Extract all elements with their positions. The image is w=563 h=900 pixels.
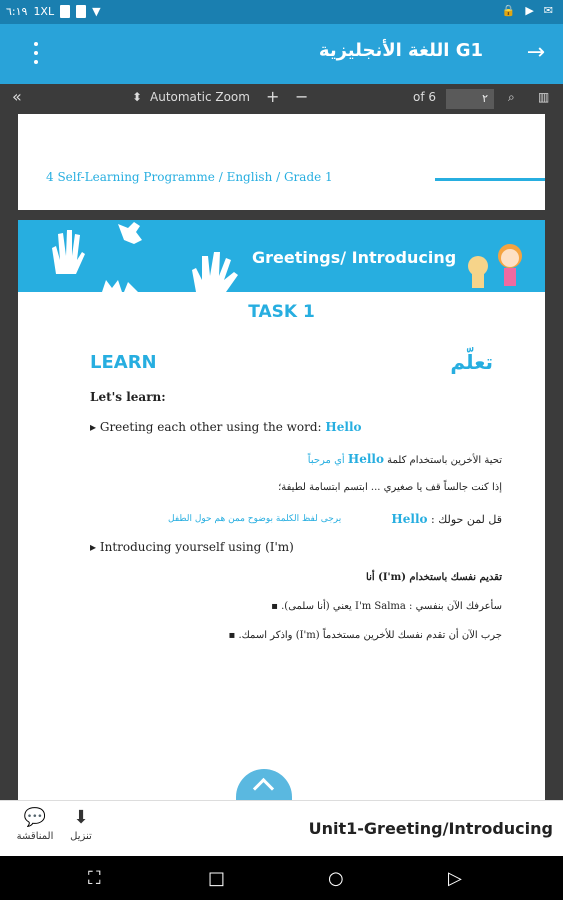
kids-illustration	[466, 240, 526, 290]
zoom-out-button[interactable]: −	[295, 87, 309, 106]
sim-icon	[76, 5, 86, 18]
introducing-text: Introducing yourself using (I'm)	[99, 540, 294, 554]
pdf-page-2	[18, 220, 545, 800]
system-nav-bar	[0, 856, 563, 900]
banner-title: Greetings/ Introducing	[252, 248, 457, 267]
document-title: Unit1-Greeting/Introducing	[308, 819, 553, 838]
hand-icon	[100, 278, 140, 292]
hand-icon	[114, 220, 144, 248]
zoom-select[interactable]: Automatic Zoom	[150, 90, 250, 104]
page-count: of 6	[413, 90, 437, 104]
clock: ٦:١٩	[6, 5, 28, 18]
introducing-line	[90, 540, 294, 554]
download-label: تنزيل	[70, 831, 92, 842]
zoom-select-icon[interactable]: ⬍	[132, 90, 143, 104]
back-icon[interactable]: ▷	[448, 868, 462, 889]
ar-line-5: سأعرفك الآن بنفسي : I'm Salma يعني (أنا سلمى). ▪	[271, 601, 502, 612]
banner	[18, 220, 545, 292]
youtube-icon: ▶	[525, 4, 534, 17]
ar-line-3-text: قل لمن حولك :	[431, 513, 502, 526]
ar-line-5-text: سأعرفك الآن بنفسي : I'm Salma يعني (أنا سلمى).	[281, 601, 502, 612]
discussion-label: المناقشة	[16, 831, 54, 842]
lets-learn: Let's learn:	[90, 390, 166, 404]
ar-line-1-text: تحية الأخرين باستخدام كلمة	[387, 455, 502, 466]
ar-line-1	[102, 452, 502, 466]
footer-line	[435, 178, 545, 181]
mail-icon: ✉	[543, 4, 553, 17]
network-indicator: 1XL	[33, 5, 55, 18]
battery-icon	[60, 5, 70, 18]
hand-icon	[46, 226, 86, 276]
home-icon[interactable]: ○	[328, 868, 344, 889]
recents-icon[interactable]: □	[208, 868, 226, 889]
greeting-text: Greeting each other using the word:	[99, 420, 322, 434]
app-bar	[0, 24, 563, 84]
ar-note: يرجى لفظ الكلمة بوضوح ممن هم حول الطفل	[168, 514, 342, 524]
ar-line-2: إذا كنت جالساً قف يا صغيري ... ابتسم ابتسامة لطيفة؛	[278, 482, 502, 493]
download-button[interactable]	[56, 807, 106, 842]
pdf-page-1	[18, 114, 545, 210]
learn-heading-ar: تعلّم	[450, 350, 493, 374]
outline-icon[interactable]: ▥	[538, 90, 550, 104]
ar-line-6: جرب الآن أن تقدم نفسك للأخرين مستخدماً (I'm) واذكر اسمك. ▪	[228, 630, 502, 641]
download-icon: ⬇	[73, 807, 89, 828]
wifi-icon: ▼	[92, 5, 101, 18]
discussion-button[interactable]	[10, 807, 60, 842]
learn-heading: LEARN	[90, 352, 157, 373]
task-heading: TASK 1	[248, 302, 315, 322]
more-vertical-icon[interactable]	[28, 42, 44, 64]
zoom-in-button[interactable]: +	[266, 87, 280, 106]
pdf-viewer[interactable]	[0, 114, 563, 800]
hello-word: Hello	[391, 512, 428, 526]
hello-word: Hello	[325, 420, 362, 434]
pdf-toolbar	[0, 84, 563, 114]
ar-line-4: تقديم نفسك باستخدام (I'm) أنا	[366, 572, 502, 583]
greeting-line	[90, 420, 362, 434]
hand-icon	[188, 248, 244, 292]
ar-line-3	[391, 512, 502, 526]
lock-icon: 🔒	[501, 4, 516, 17]
ar-line-6-text: جرب الآن أن تقدم نفسك للأخرين مستخدماً (I'm) واذكر اسمك.	[238, 630, 502, 641]
sidebar-toggle-button[interactable]: «	[12, 87, 22, 106]
hello-word: Hello	[347, 452, 384, 466]
search-icon[interactable]: ⌕	[508, 90, 515, 104]
arrow-right-icon[interactable]: →	[526, 40, 545, 65]
chat-icon: 💬	[23, 807, 47, 828]
bullet: ▸	[90, 420, 97, 434]
app-title: اللغة الأنجليزية G1	[318, 40, 483, 61]
screenshot-icon[interactable]: ⛶	[88, 868, 101, 889]
ar-line-1-meaning: أي مرحباً	[307, 455, 345, 466]
page-number-input[interactable]: ٢	[446, 89, 494, 109]
bottom-bar	[0, 800, 563, 856]
page-footer: 4 Self-Learning Programme / English / Grade 1	[46, 170, 333, 184]
bullet: ▸	[90, 540, 97, 554]
status-bar	[0, 0, 563, 24]
